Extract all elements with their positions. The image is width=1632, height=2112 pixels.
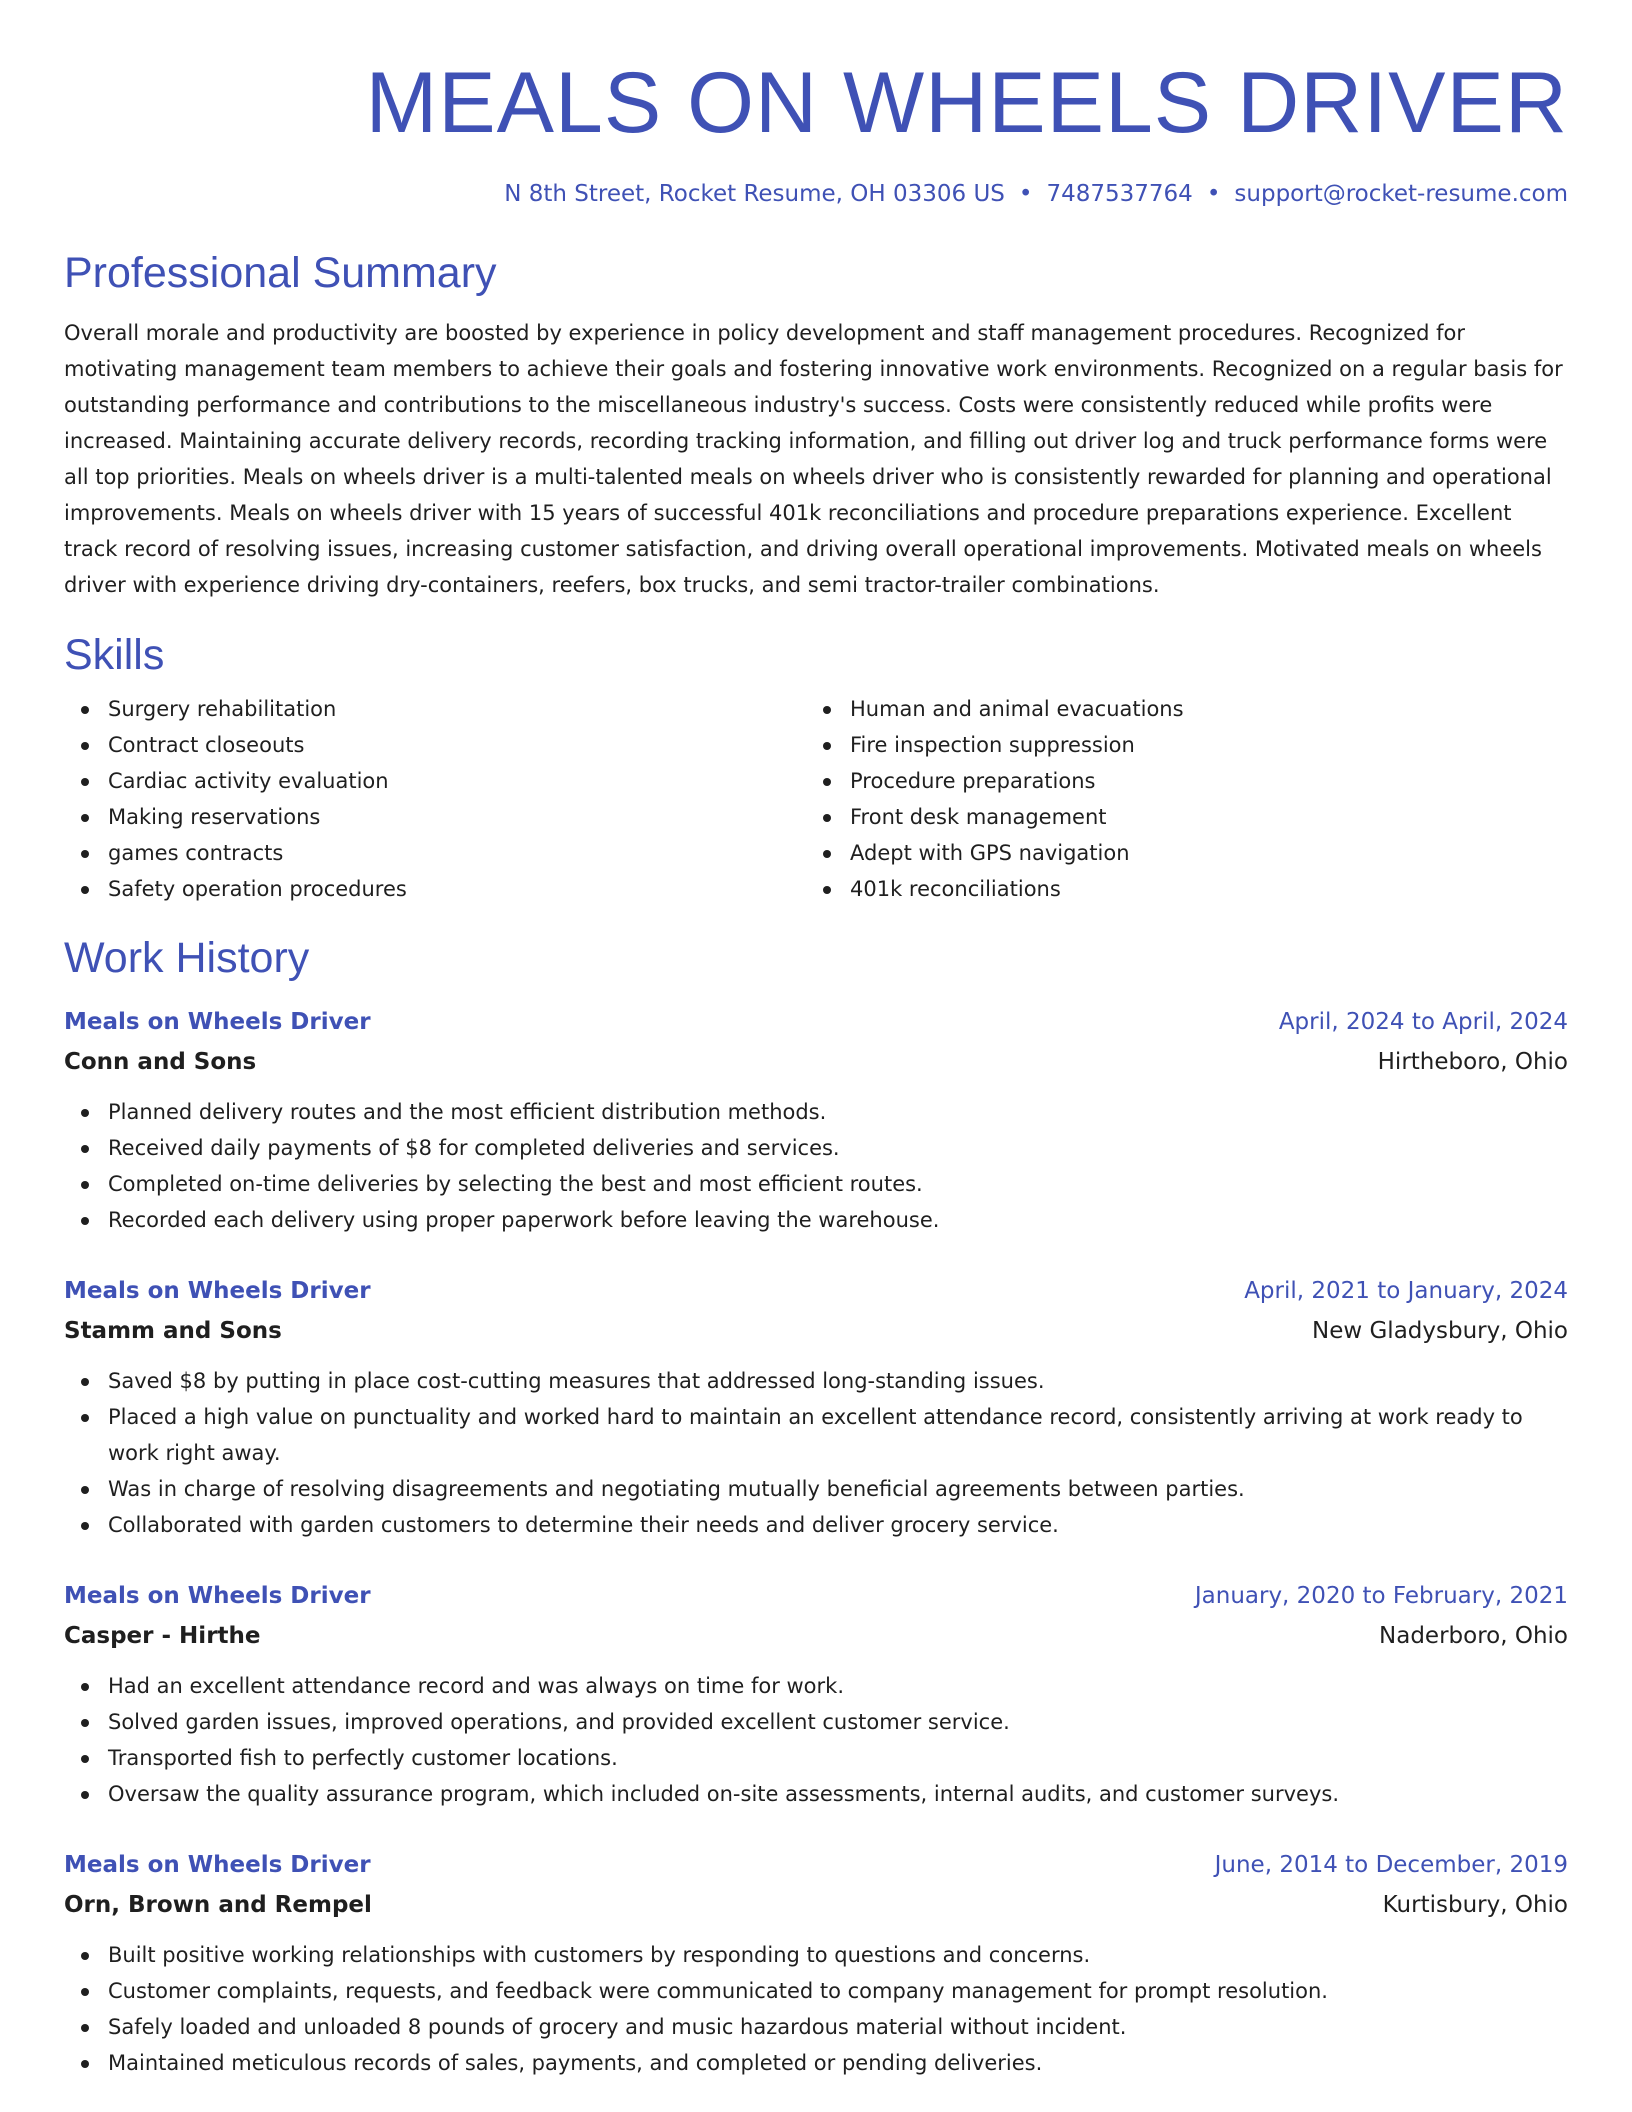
job-duty: Planned delivery routes and the most efficient distribution methods. xyxy=(64,1094,1568,1130)
job-duty: Safely loaded and unloaded 8 pounds of grocery and music hazardous material without incident. xyxy=(64,2009,1568,2045)
skills-list xyxy=(64,691,1568,907)
job-duty: Had an excellent attendance record and was always on time for work. xyxy=(64,1668,1568,1704)
job-title: Meals on Wheels Driver xyxy=(64,1852,371,1878)
job-entry xyxy=(64,1576,1568,1812)
job-entry xyxy=(64,1271,1568,1543)
contact-separator: • xyxy=(1206,181,1221,207)
skill-item: Procedure preparations xyxy=(806,763,1548,799)
resume-page xyxy=(64,0,1568,2081)
job-duty: Solved garden issues, improved operations, and provided excellent customer service. xyxy=(64,1704,1568,1740)
resume-header xyxy=(64,55,1568,209)
contact-email[interactable]: support@rocket-resume.com xyxy=(1234,181,1568,207)
skill-item: 401k reconciliations xyxy=(806,871,1548,907)
job-company-row xyxy=(64,1042,1568,1082)
job-title: Meals on Wheels Driver xyxy=(64,1583,371,1609)
skill-item: Cardiac activity evaluation xyxy=(64,763,806,799)
job-title: Meals on Wheels Driver xyxy=(64,1278,371,1304)
job-duty: Recorded each delivery using proper paperwork before leaving the warehouse. xyxy=(64,1202,1568,1238)
skill-item: Fire inspection suppression xyxy=(806,727,1548,763)
job-location: Kurtisbury, Ohio xyxy=(1382,1892,1568,1918)
job-duty: Transported fish to perfectly customer locations. xyxy=(64,1740,1568,1776)
job-dates: April, 2024 to April, 2024 xyxy=(1278,1009,1568,1035)
job-company: Conn and Sons xyxy=(64,1049,257,1075)
skill-item: Front desk management xyxy=(806,799,1548,835)
job-duty: Completed on-time deliveries by selecting the best and most efficient routes. xyxy=(64,1166,1568,1202)
skill-item: Human and animal evacuations xyxy=(806,691,1548,727)
candidate-name: MEALS ON WHEELS DRIVER xyxy=(365,55,1568,151)
job-duty: Placed a high value on punctuality and worked hard to maintain an excellent attendance record, consistently arriving at work ready to work right away. xyxy=(64,1399,1568,1471)
skill-item: Adept with GPS navigation xyxy=(806,835,1548,871)
job-title-row xyxy=(64,1002,1568,1042)
skill-item: games contracts xyxy=(64,835,806,871)
contact-line xyxy=(64,179,1568,209)
skill-item: Surgery rehabilitation xyxy=(64,691,806,727)
job-title: Meals on Wheels Driver xyxy=(64,1009,371,1035)
contact-separator: • xyxy=(1018,181,1033,207)
job-company-row xyxy=(64,1885,1568,1925)
job-duty: Collaborated with garden customers to determine their needs and deliver grocery service. xyxy=(64,1507,1568,1543)
summary-heading: Professional Summary xyxy=(64,249,497,297)
summary-text: Overall morale and productivity are boosted by experience in policy development and staff management procedures. Recognized for motivating management team members to achieve their goals and fostering innovative work environments. Recognized on a regular basis for outstanding performance and contributions to the miscellaneous industry's success. Costs were consistently reduced while profits were increased. Maintaining accurate delivery records, recording tracking information, and filling out driver log and truck performance forms were all top priorities. Meals on wheels driver is a multi-talented meals on wheels driver who is consistently rewarded for planning and operational improvements. Meals on wheels driver with 15 years of successful 401k reconciliations and procedure preparations experience. Excellent track record of resolving issues, increasing customer satisfaction, and driving overall operational improvements. Motivated meals on wheels driver with experience driving dry-containers, reefers, box trucks, and semi tractor-trailer combinations. xyxy=(64,321,1563,597)
job-dates: June, 2014 to December, 2019 xyxy=(1214,1852,1568,1878)
job-entry xyxy=(64,1845,1568,2081)
job-duties xyxy=(64,1094,1568,1238)
skill-item: Making reservations xyxy=(64,799,806,835)
job-location: Hirtheboro, Ohio xyxy=(1377,1049,1568,1075)
job-duty: Was in charge of resolving disagreements and negotiating mutually beneficial agreements between parties. xyxy=(64,1471,1568,1507)
job-duty: Customer complaints, requests, and feedback were communicated to company management for prompt resolution. xyxy=(64,1973,1568,2009)
job-company-row xyxy=(64,1311,1568,1351)
job-duties xyxy=(64,1363,1568,1543)
job-dates: April, 2021 to January, 2024 xyxy=(1244,1278,1568,1304)
job-duty: Maintained meticulous records of sales, payments, and completed or pending deliveries. xyxy=(64,2045,1568,2081)
skills-column-right xyxy=(806,691,1548,907)
job-title-row xyxy=(64,1271,1568,1311)
job-duty: Oversaw the quality assurance program, which included on-site assessments, internal audits, and customer surveys. xyxy=(64,1776,1568,1812)
job-location: New Gladysbury, Ohio xyxy=(1312,1318,1568,1344)
skill-item: Safety operation procedures xyxy=(64,871,806,907)
job-duty: Built positive working relationships with customers by responding to questions and concerns. xyxy=(64,1937,1568,1973)
job-title-row xyxy=(64,1845,1568,1885)
job-location: Naderboro, Ohio xyxy=(1379,1623,1568,1649)
work-history-heading: Work History xyxy=(64,934,310,982)
skills-heading: Skills xyxy=(64,631,165,679)
job-duty: Saved $8 by putting in place cost-cutting measures that addressed long-standing issues. xyxy=(64,1363,1568,1399)
job-entry xyxy=(64,1002,1568,1238)
skills-column-left xyxy=(64,691,806,907)
job-title-row xyxy=(64,1576,1568,1616)
skill-item: Contract closeouts xyxy=(64,727,806,763)
job-company-row xyxy=(64,1616,1568,1656)
job-duties xyxy=(64,1937,1568,2081)
contact-address: N 8th Street, Rocket Resume, OH 03306 US xyxy=(504,181,1005,207)
job-duty: Received daily payments of $8 for completed deliveries and services. xyxy=(64,1130,1568,1166)
job-dates: January, 2020 to February, 2021 xyxy=(1194,1583,1568,1609)
contact-phone[interactable]: 7487537764 xyxy=(1046,181,1193,207)
job-company: Stamm and Sons xyxy=(64,1318,282,1344)
job-company: Orn, Brown and Rempel xyxy=(64,1892,372,1918)
job-duties xyxy=(64,1668,1568,1812)
job-company: Casper - Hirthe xyxy=(64,1623,261,1649)
